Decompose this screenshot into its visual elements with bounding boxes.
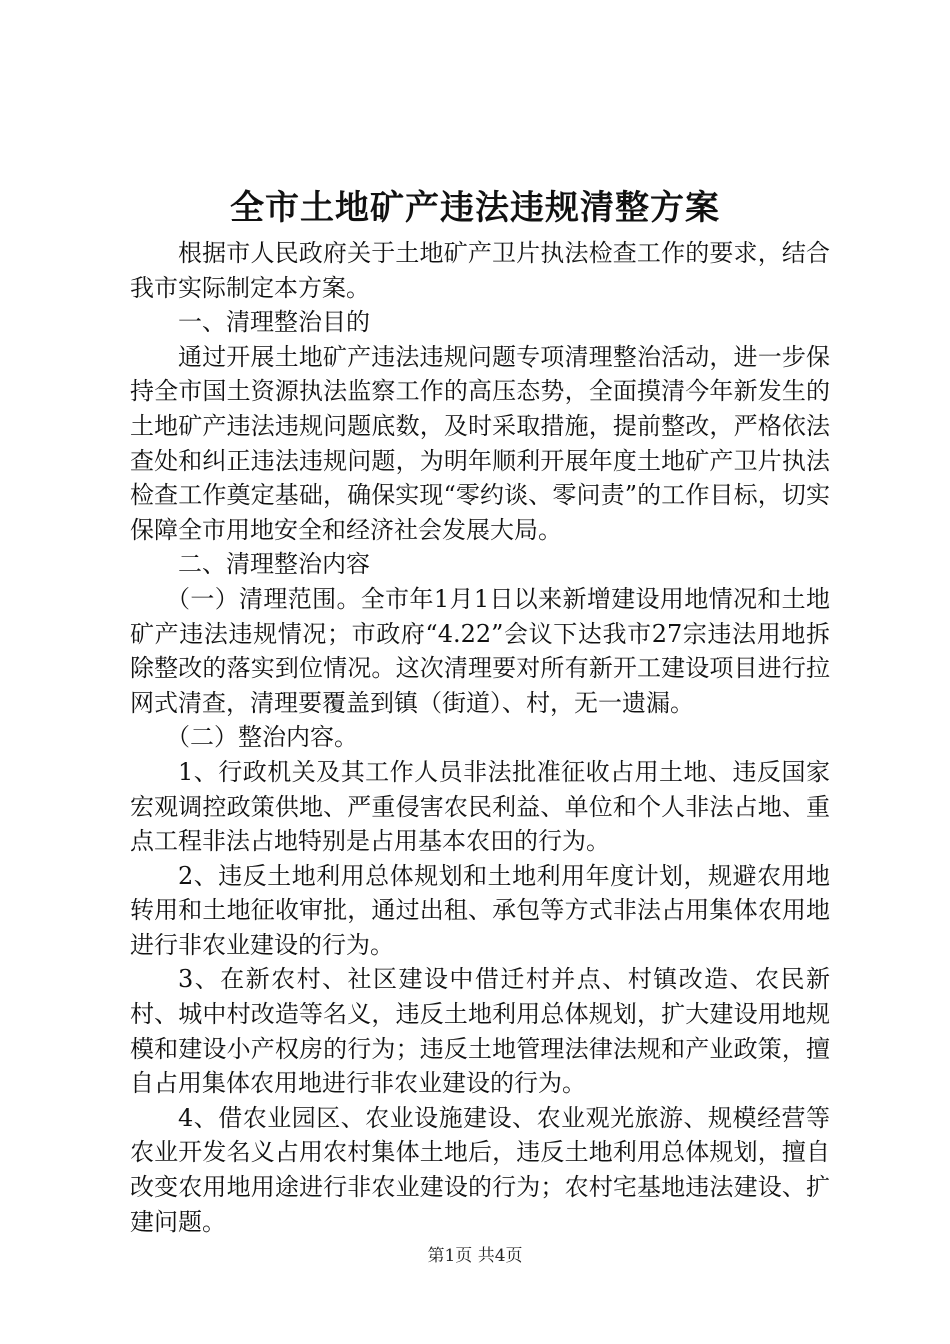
- paragraph-purpose: 通过开展土地矿产违法违规问题专项清理整治活动，进一步保持全市国土资源执法监察工作的高压态势，全面摸清今年新发生的土地矿产违法违规问题底数，及时采取措施，提前整改，严格依法查处和纠正违法违规问题，为明年顺利开展年度土地矿产卫片执法检查工作奠定基础，确保实现“零约谈、零问责”的工作目标，切实保障全市用地安全和经济社会发展大局。: [130, 342, 830, 544]
- heading-section-1: 一、清理整治目的: [178, 308, 370, 337]
- document-body: [130, 236, 830, 1239]
- heading-subsection-2: （二）整治内容。: [166, 723, 358, 752]
- paragraph-scope: （一）清理范围。全市年1月1日以来新增建设用地情况和土地矿产违法违规情况；市政府“4.22”会议下达我市27宗违法用地拆除整改的落实到位情况。这次清理要对所有新开工建设项目进行拉网式清查，清理要覆盖到镇（街道）、村，无一遗漏。: [130, 584, 830, 717]
- paragraph-item-2: 2、违反土地利用总体规划和土地利用年度计划，规避农用地转用和土地征收审批，通过出租、承包等方式非法占用集体农用地进行非农业建设的行为。: [130, 861, 830, 959]
- heading-section-2: 二、清理整治内容: [178, 550, 370, 579]
- paragraph-item-1: 1、行政机关及其工作人员非法批准征收占用土地、违反国家宏观调控政策供地、严重侵害农民利益、单位和个人非法占地、重点工程非法占地特别是占用基本农田的行为。: [130, 757, 830, 856]
- page-number: 第1页 共4页: [427, 1246, 523, 1266]
- document-title: 全市土地矿产违法违规清整方案: [230, 188, 720, 228]
- paragraph-item-3: 3、在新农村、社区建设中借迁村并点、村镇改造、农民新村、城中村改造等名义，违反土地利用总体规划，扩大建设用地规模和建设小产权房的行为；违反土地管理法律法规和产业政策，擅自占用集体农用地进行非农业建设的行为。: [130, 965, 830, 1098]
- paragraph-item-4: 4、借农业园区、农业设施建设、农业观光旅游、规模经营等农业开发名义占用农村集体土地后，违反土地利用总体规划，擅自改变农用地用途进行非农业建设的行为；农村宅基地违法建设、扩建问题。: [130, 1103, 830, 1236]
- paragraph-intro: 根据市人民政府关于土地矿产卫片执法检查工作的要求，结合我市实际制定本方案。: [130, 239, 830, 302]
